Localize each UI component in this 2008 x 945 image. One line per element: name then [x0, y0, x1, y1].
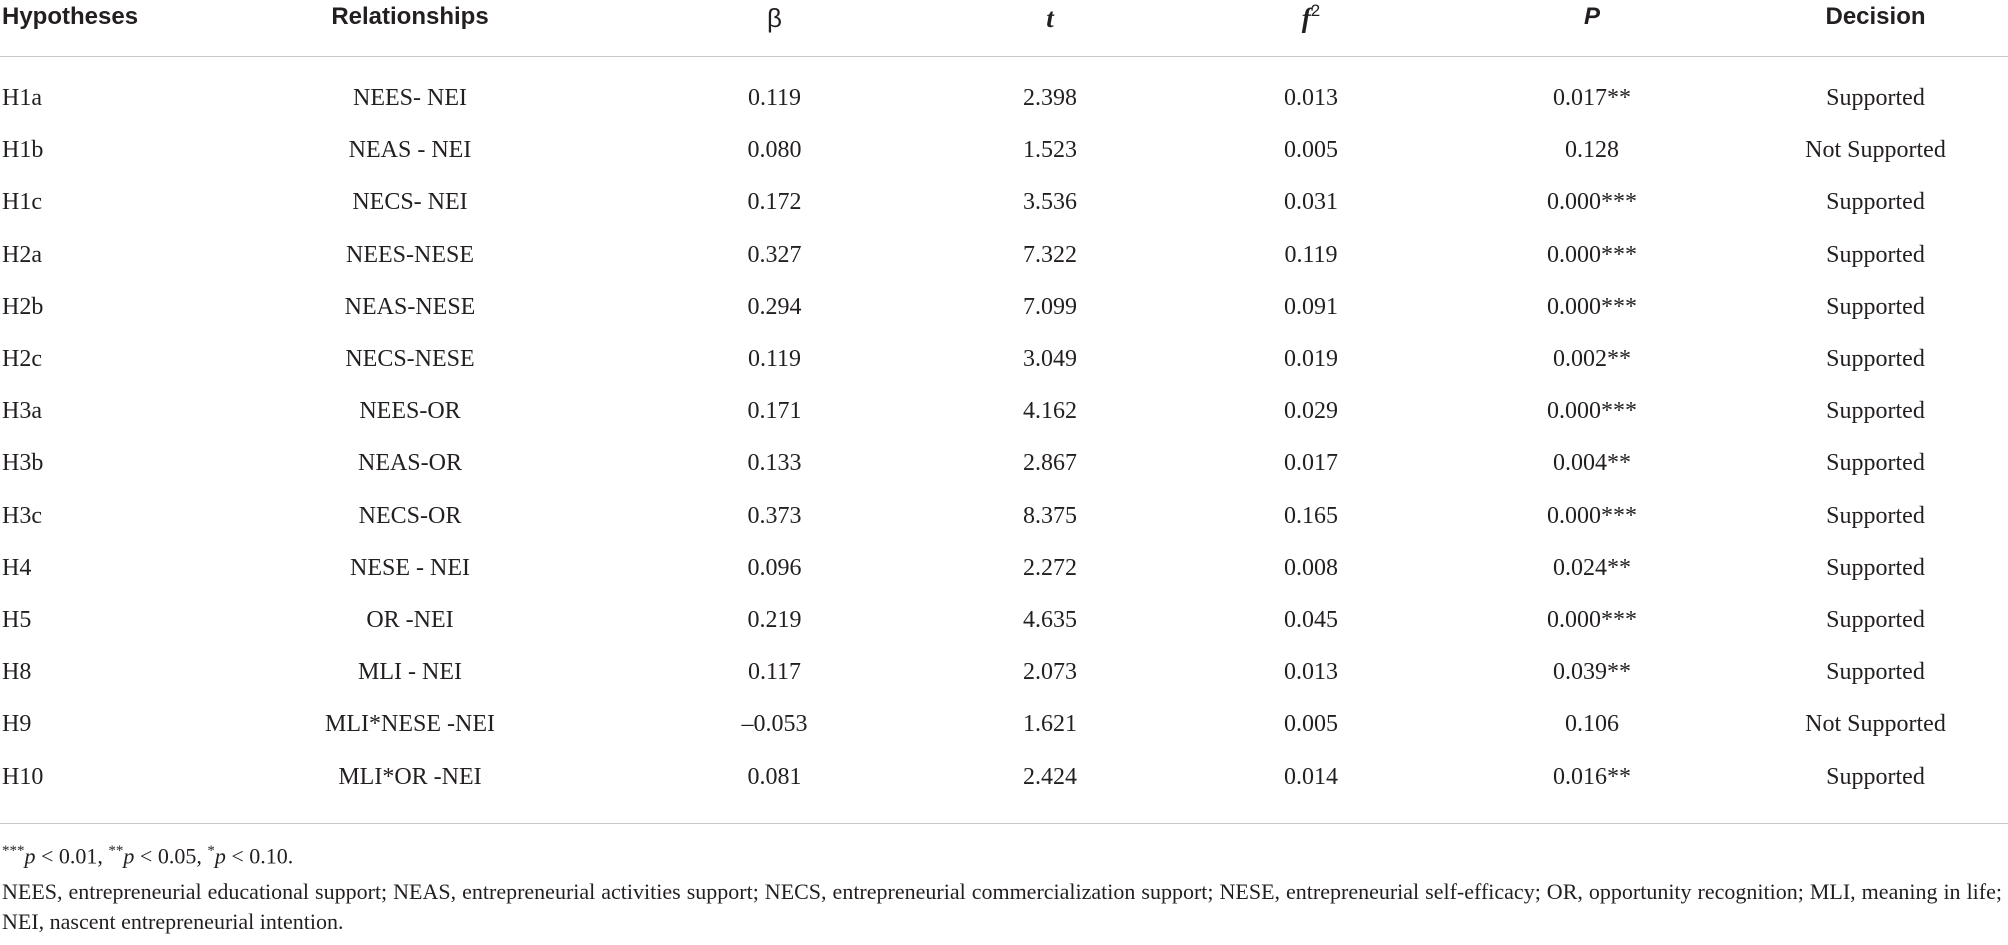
cell-beta: 0.117 [747, 659, 802, 686]
cell-f-squared: 0.019 [1284, 346, 1338, 373]
cell-decision: Supported [1826, 450, 1925, 477]
cell-decision: Supported [1826, 85, 1925, 112]
table-row [0, 699, 2008, 751]
cell-t-value: 8.375 [1023, 502, 1077, 529]
sig-3-text: < 0.10. [225, 843, 294, 869]
table-row [0, 594, 2008, 646]
cell-f-squared: 0.165 [1284, 502, 1338, 529]
cell-beta: 0.119 [747, 346, 802, 373]
cell-relationship: NECS-OR [358, 502, 462, 529]
cell-hypothesis: H3a [2, 398, 42, 425]
table-row [0, 647, 2008, 699]
sig-2-text: < 0.05, [134, 843, 208, 869]
sig-3-p: p [214, 843, 226, 869]
header-f-label: f [1301, 3, 1311, 33]
header-f-squared [1181, 0, 1441, 56]
cell-f-squared: 0.091 [1284, 293, 1338, 320]
significance-note [2, 836, 2002, 871]
cell-beta: 0.081 [747, 763, 802, 790]
cell-beta: 0.171 [747, 398, 802, 425]
sig-1-text: < 0.01, [35, 843, 109, 869]
cell-p-value: 0.002** [1553, 346, 1631, 373]
cell-hypothesis: H2b [2, 293, 44, 320]
table-row [0, 281, 2008, 333]
cell-hypothesis: H3b [2, 450, 44, 477]
sig-1-stars: *** [2, 843, 25, 859]
cell-p-value: 0.000*** [1547, 606, 1637, 633]
cell-f-squared: 0.005 [1284, 711, 1338, 738]
cell-p-value: 0.000*** [1547, 189, 1637, 216]
cell-p-value: 0.128 [1565, 137, 1619, 164]
cell-beta: 0.294 [747, 293, 802, 320]
sig-2-stars: ** [108, 843, 124, 859]
cell-f-squared: 0.031 [1284, 189, 1338, 216]
table-row [0, 333, 2008, 385]
cell-t-value: 4.162 [1023, 398, 1077, 425]
cell-hypothesis: H4 [2, 554, 32, 581]
cell-beta: 0.119 [747, 85, 802, 112]
table-row [0, 386, 2008, 438]
cell-p-value: 0.000*** [1547, 241, 1637, 268]
cell-relationship: NEES- NEI [353, 85, 467, 112]
cell-beta: 0.133 [747, 450, 802, 477]
header-t [919, 0, 1181, 56]
cell-relationship: MLI - NEI [358, 659, 462, 686]
cell-relationship: NECS-NESE [345, 346, 475, 373]
cell-t-value: 1.621 [1023, 711, 1077, 738]
header-decision: Decision [1743, 0, 2008, 56]
cell-decision: Supported [1826, 554, 1925, 581]
cell-decision: Supported [1826, 763, 1925, 790]
cell-hypothesis: H9 [2, 711, 32, 738]
cell-decision: Supported [1826, 659, 1925, 686]
cell-beta: 0.172 [747, 189, 802, 216]
cell-p-value: 0.106 [1565, 711, 1619, 738]
sig-3-stars: * [207, 843, 215, 859]
top-spacer-row [0, 56, 2008, 73]
cell-t-value: 2.272 [1023, 554, 1077, 581]
cell-hypothesis: H2a [2, 241, 42, 268]
cell-beta: –0.053 [741, 711, 808, 738]
cell-f-squared: 0.017 [1284, 450, 1338, 477]
cell-decision: Supported [1826, 346, 1925, 373]
table-row [0, 438, 2008, 490]
cell-t-value: 7.099 [1023, 293, 1077, 320]
cell-f-squared: 0.119 [1284, 241, 1338, 268]
cell-hypothesis: H2c [2, 346, 42, 373]
cell-decision: Supported [1826, 398, 1925, 425]
bottom-spacer-row [0, 803, 2008, 824]
table-row [0, 125, 2008, 177]
sig-2-p: p [123, 843, 135, 869]
header-beta: β [630, 0, 919, 56]
cell-f-squared: 0.045 [1284, 606, 1338, 633]
cell-relationship: MLI*OR -NEI [338, 763, 482, 790]
cell-t-value: 3.536 [1023, 189, 1077, 216]
cell-p-value: 0.000*** [1547, 502, 1637, 529]
cell-beta: 0.219 [747, 606, 802, 633]
cell-decision: Supported [1826, 502, 1925, 529]
cell-p-value: 0.016** [1553, 763, 1631, 790]
cell-hypothesis: H1a [2, 85, 42, 112]
cell-p-value: 0.004** [1553, 450, 1631, 477]
cell-p-value: 0.000*** [1547, 398, 1637, 425]
cell-t-value: 7.322 [1023, 241, 1077, 268]
cell-f-squared: 0.029 [1284, 398, 1338, 425]
cell-t-value: 2.398 [1023, 85, 1077, 112]
cell-t-value: 3.049 [1023, 346, 1077, 373]
cell-relationship: NEAS-NESE [344, 293, 476, 320]
cell-relationship: MLI*NESE -NEI [325, 711, 495, 738]
header-p [1441, 0, 1743, 56]
cell-decision: Supported [1826, 293, 1925, 320]
cell-decision: Not Supported [1805, 711, 1946, 738]
cell-f-squared: 0.013 [1284, 85, 1338, 112]
cell-decision: Supported [1826, 241, 1925, 268]
cell-p-value: 0.017** [1553, 85, 1631, 112]
cell-relationship: NESE - NEI [350, 554, 470, 581]
cell-hypothesis: H1b [2, 137, 44, 164]
cell-p-value: 0.024** [1553, 554, 1631, 581]
cell-relationship: NEES-OR [359, 398, 461, 425]
cell-p-value: 0.039** [1553, 659, 1631, 686]
cell-t-value: 1.523 [1023, 137, 1077, 164]
cell-beta: 0.096 [747, 554, 802, 581]
header-hypotheses: Hypotheses [0, 0, 190, 56]
table-footnotes [2, 836, 2002, 937]
table-body [0, 56, 2008, 824]
table-row [0, 490, 2008, 542]
cell-relationship: NEAS - NEI [348, 137, 472, 164]
cell-decision: Not Supported [1805, 137, 1946, 164]
cell-hypothesis: H5 [2, 606, 32, 633]
header-row [0, 0, 2008, 56]
cell-beta: 0.373 [747, 502, 802, 529]
cell-f-squared: 0.013 [1284, 659, 1338, 686]
cell-f-squared: 0.005 [1284, 137, 1338, 164]
cell-hypothesis: H1c [2, 189, 42, 216]
cell-hypothesis: H8 [2, 659, 32, 686]
cell-hypothesis: H10 [2, 763, 44, 790]
table-row [0, 542, 2008, 594]
cell-hypothesis: H3c [2, 502, 42, 529]
abbreviations-note: NEES, entrepreneurial educational support; NEAS, entrepreneurial activities support; NECS, entrepreneurial commercialization support; NESE, entrepreneurial self-efficacy; OR, opportunity recognition; MLI, meaning in life; NEI, nascent entrepreneurial intention. [2, 879, 2002, 935]
cell-t-value: 2.073 [1023, 659, 1077, 686]
header-t-label: t [1046, 3, 1054, 33]
cell-decision: Supported [1826, 189, 1925, 216]
cell-relationship: OR -NEI [366, 606, 454, 633]
cell-beta: 0.327 [747, 241, 802, 268]
cell-relationship: NEAS-OR [357, 450, 462, 477]
cell-f-squared: 0.014 [1284, 763, 1338, 790]
cell-relationship: NEES-NESE [346, 241, 474, 268]
table-row [0, 177, 2008, 229]
cell-relationship: NECS- NEI [352, 189, 468, 216]
header-f-superscript: 2 [1310, 1, 1321, 20]
header-relationships: Relationships [190, 0, 630, 56]
cell-decision: Supported [1826, 606, 1925, 633]
table-row [0, 751, 2008, 803]
cell-beta: 0.080 [747, 137, 802, 164]
header-p-label: P [1583, 3, 1600, 30]
cell-t-value: 4.635 [1023, 606, 1077, 633]
table-row [0, 229, 2008, 281]
table-header [0, 0, 2008, 56]
table-row [0, 73, 2008, 125]
cell-t-value: 2.424 [1023, 763, 1077, 790]
cell-t-value: 2.867 [1023, 450, 1077, 477]
sig-1-p: p [24, 843, 36, 869]
cell-p-value: 0.000*** [1547, 293, 1637, 320]
cell-f-squared: 0.008 [1284, 554, 1338, 581]
